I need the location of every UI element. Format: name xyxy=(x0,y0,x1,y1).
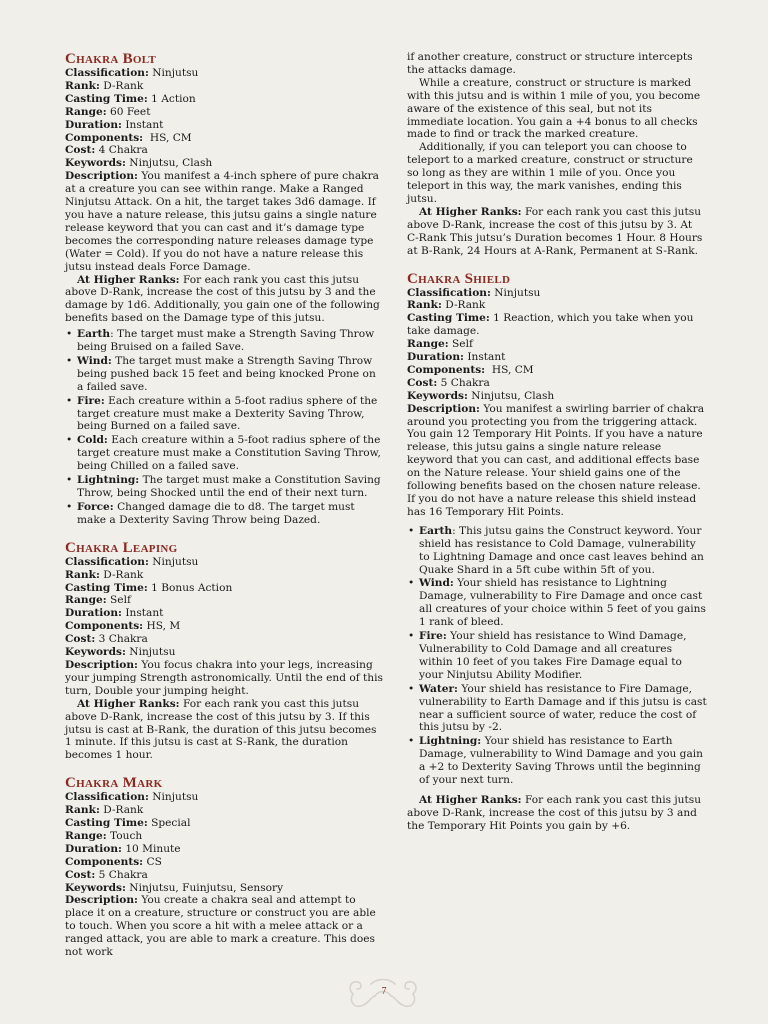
prop-rank: Rank: D-Rank xyxy=(65,568,144,581)
prop-keywords: Keywords: Ninjutsu, Clash xyxy=(65,157,213,170)
prop-cost: Cost: 4 Chakra xyxy=(65,144,148,157)
prop-duration: Duration: Instant xyxy=(65,118,164,131)
page-number: 7 xyxy=(381,986,387,997)
list-item: • Lightning: The target must make a Constitution Saving Throw, being Shocked until the end of their next turn. xyxy=(77,474,385,500)
prop-cost: Cost: 5 Chakra xyxy=(65,868,148,881)
prop-range: Range: Touch xyxy=(65,829,143,842)
description: Description: You create a chakra seal and attempt to place it on a creature, structure or construct you are able to touch. When you score a hit with a melee attack or a ranged attack, you are able to mark a creature. This does not work xyxy=(65,894,376,959)
higher-ranks: At Higher Ranks: For each rank you cast this jutsu above D-Rank, increase the cost of this jutsu by 3. At C-Rank This jutsu’s Duration becomes 1 Hour. 8 Hours at B-Rank, 24 Hours at A-Rank, Permanent at S-Rank. xyxy=(407,205,703,257)
list-item: • Earth: The target must make a Strength Saving Throw being Bruised on a failed Save. xyxy=(77,328,385,354)
prop-components: Components: HS, M xyxy=(65,620,181,633)
prop-range: Range: 60 Feet xyxy=(65,105,151,118)
right-column xyxy=(407,51,707,833)
prop-cost: Cost: 3 Chakra xyxy=(65,633,148,646)
prop-range: Range: Self xyxy=(65,594,131,607)
prop-rank: Rank: D-Rank xyxy=(407,299,486,312)
list-item: • Cold: Each creature within a 5-foot radius sphere of the target creature must make a Constitution Saving Throw, being Chilled on a failed save. xyxy=(77,434,385,473)
mark-continued-p3: Additionally, if you can teleport you can choose to teleport to a marked creature, construct or structure so long as they are within 1 mile of you. Once you teleport in this way, the mark vanishes, ending this jutsu. xyxy=(407,141,693,205)
prop-duration: Duration: 10 Minute xyxy=(65,842,181,855)
prop-classification: Classification: Ninjutsu xyxy=(65,791,199,804)
description: Description: You manifest a 4-inch sphere of pure chakra at a creature you can see within range. Make a Ranged Ninjutsu Attack. On a hit, the target takes 3d6 damage. If you have a nature release, this jutsu gains a single nature release keyword that you can cast and it’s damage type becomes the corresponding nature releases damage type (Water = Cold). If you do not have a nature release this jutsu instead deals Force Damage. xyxy=(65,170,379,273)
list-item: • Fire: Your shield has resistance to Wind Damage, Vulnerability to Cold Damage and all creatures within 10 feet of you takes Fire Damage equal to your Ninjutsu Ability Modifier. xyxy=(419,630,707,682)
spell-title-chakra-shield: Chakra Shield xyxy=(407,270,511,287)
prop-duration: Duration: Instant xyxy=(65,607,164,620)
description: Description: You manifest a swirling barrier of chakra around you protecting you from the triggering attack. You gain 12 Temporary Hit Points. If you have a nature release, this jutsu gains a single nature release keyword that you can cast, and additional effects base on the Nature release. Your shield gains one of the following benefits based on the chosen nature release. If you do not have a nature release this shield instead has 16 Temporary Hit Points. xyxy=(407,402,705,518)
prop-classification: Classification: Ninjutsu xyxy=(65,67,199,79)
mark-continued-p2: While a creature, construct or structure is marked with this jutsu and is within 1 mile of you, you become aware of the existence of this seal, but not its immediate location. You gain a +4 bonus to all checks made to find or track the marked creature. xyxy=(407,76,701,141)
benefit-list xyxy=(407,525,707,787)
prop-cost: Cost: 5 Chakra xyxy=(407,376,490,389)
spell-title-chakra-bolt: Chakra Bolt xyxy=(65,51,157,67)
prop-components: Components: HS, CM xyxy=(407,363,534,376)
higher-ranks: At Higher Ranks: For each rank you cast this jutsu above D-Rank, increase the cost of this jutsu by 3 and the damage by 1d6. Additionally, you gain one of the following benefits based on the Damage type of this jutsu. xyxy=(65,273,380,325)
prop-classification: Classification: Ninjutsu xyxy=(407,286,541,299)
higher-ranks: At Higher Ranks: For each rank you cast this jutsu above D-Rank, increase the cost of this jutsu by 3 and the Temporary Hit Points you gain by +6. xyxy=(407,793,702,832)
prop-keywords: Keywords: Ninjutsu, Clash xyxy=(407,389,555,402)
list-item: • Lightning: Your shield has resistance to Earth Damage, vulnerability to Wind Damage and you gain a +2 to Dexterity Saving Throws until the beginning of your next turn. xyxy=(419,735,707,787)
list-item: • Water: Your shield has resistance to Fire Damage, vulnerability to Earth Damage and if this jutsu is cast near a sufficient source of water, reduce the cost of this jutsu by -2. xyxy=(419,683,707,735)
prop-keywords: Keywords: Ninjutsu xyxy=(65,646,176,659)
prop-components: Components: HS, CM xyxy=(65,131,192,144)
prop-range: Range: Self xyxy=(407,338,473,351)
prop-keywords: Keywords: Ninjutsu, Fuinjutsu, Sensory xyxy=(65,881,284,894)
prop-casting-time: Casting Time: Special xyxy=(65,817,191,830)
list-item: • Force: Changed damage die to d8. The target must make a Dexterity Saving Throw being Dazed. xyxy=(77,501,385,527)
description: Description: You focus chakra into your legs, increasing your jumping Strength astronomically. Until the end of this turn, Double your jumping height. xyxy=(65,658,383,697)
higher-ranks: At Higher Ranks: For each rank you cast this jutsu above D-Rank, increase the cost of this jutsu by 3. If this jutsu is cast at B-Rank, the duration of this jutsu becomes 1 minute. If this jutsu is cast at S-Rank, the duration becomes 1 hour. xyxy=(65,697,377,762)
spell-title-chakra-leaping: Chakra Leaping xyxy=(65,539,178,556)
list-item: • Wind: Your shield has resistance to Lightning Damage, vulnerability to Fire Damage and once cast all creatures of your choice within 5 feet of you gains 1 rank of bleed. xyxy=(419,577,707,629)
prop-casting-time: Casting Time: 1 Bonus Action xyxy=(65,581,233,594)
list-item: • Wind: The target must make a Strength Saving Throw being pushed back 15 feet and being knocked Prone on a failed save. xyxy=(77,355,385,394)
prop-classification: Classification: Ninjutsu xyxy=(65,555,199,568)
prop-rank: Rank: D-Rank xyxy=(65,79,144,92)
benefit-list xyxy=(65,328,385,527)
mark-continued-p1: if another creature, construct or structure intercepts the attacks damage. xyxy=(407,51,693,76)
prop-casting-time: Casting Time: 1 Reaction, which you take when you take damage. xyxy=(407,312,694,338)
spell-title-chakra-mark: Chakra Mark xyxy=(65,775,163,792)
list-item: • Fire: Each creature within a 5-foot radius sphere of the target creature must make a Dexterity Saving Throw, being Burned on a failed save. xyxy=(77,395,385,434)
prop-rank: Rank: D-Rank xyxy=(65,804,144,817)
list-item: • Earth: This jutsu gains the Construct keyword. Your shield has resistance to Cold Damage, vulnerability to Lightning Damage and once cast leaves behind an Quake Shard in a 5ft cube within 5ft of you. xyxy=(419,525,707,577)
prop-components: Components: CS xyxy=(65,855,162,868)
left-column xyxy=(65,50,385,959)
prop-casting-time: Casting Time: 1 Action xyxy=(65,92,196,105)
prop-duration: Duration: Instant xyxy=(407,351,506,364)
